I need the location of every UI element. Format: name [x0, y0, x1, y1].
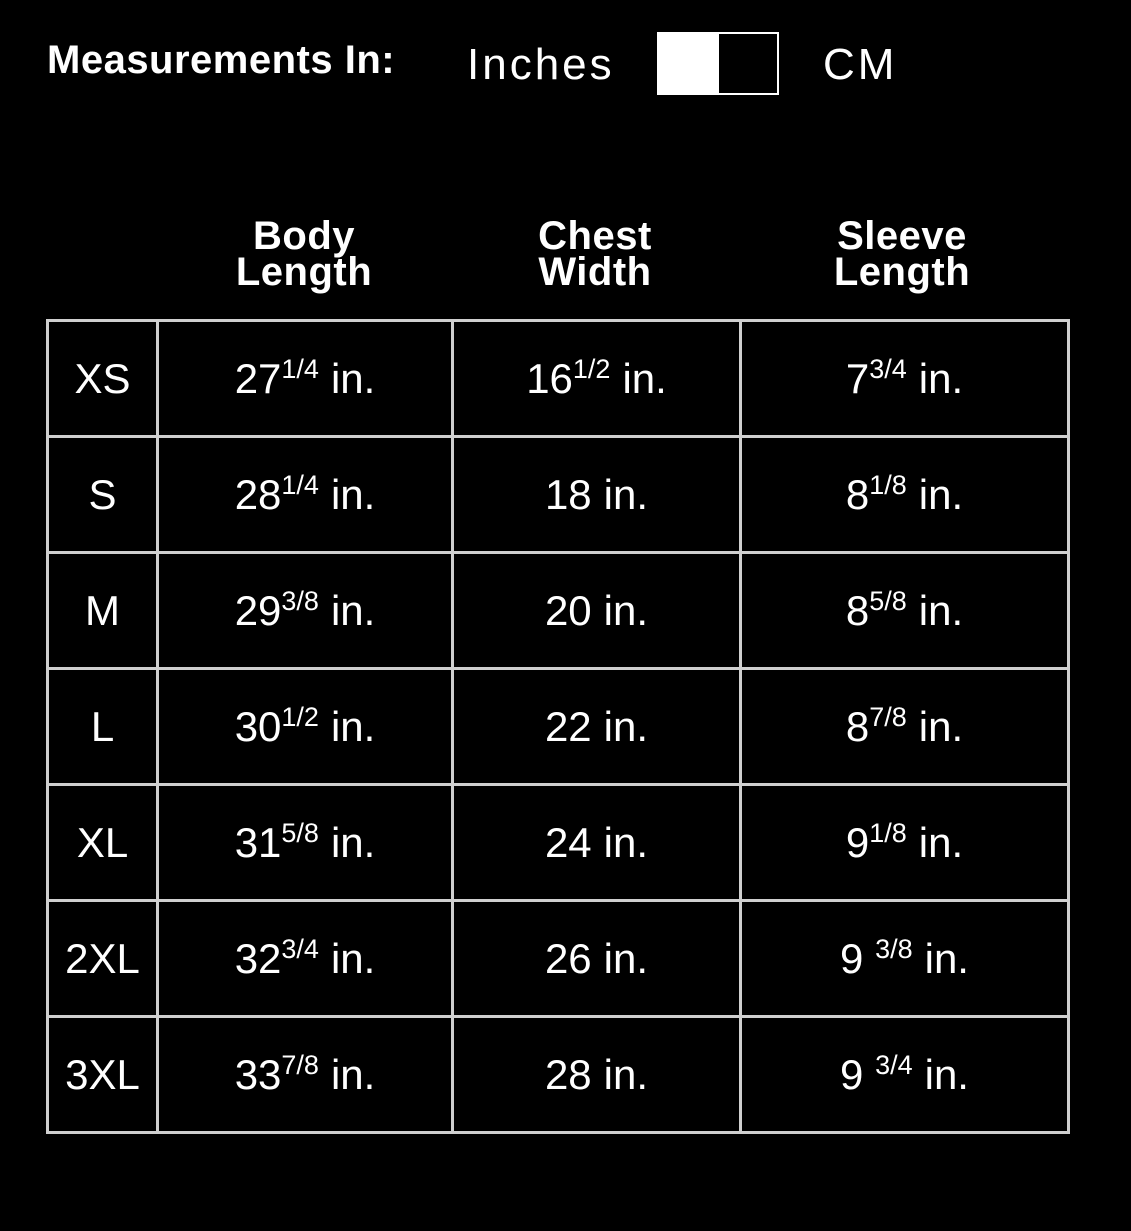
- column-headers: [47, 214, 1067, 298]
- value-fraction: 7/8: [281, 1049, 319, 1080]
- value-unit: in.: [918, 470, 964, 518]
- chest-width-cell: [453, 901, 741, 1017]
- size-cell: L: [48, 669, 158, 785]
- value-unit: in.: [918, 702, 964, 750]
- value-fraction: 7/8: [869, 701, 907, 732]
- value-unit: in.: [330, 354, 376, 402]
- value-whole: 8: [845, 470, 870, 518]
- table-row: [48, 437, 1069, 553]
- value-unit: in.: [603, 934, 649, 982]
- header-body-length: [157, 214, 451, 294]
- value-whole: 27: [234, 354, 282, 402]
- header-sleeve-length-line2: Length: [833, 250, 971, 294]
- body-length-cell: [158, 1017, 453, 1133]
- body-length-cell: [158, 901, 453, 1017]
- header-body-length-line1: Body: [253, 214, 355, 258]
- value-unit: in.: [603, 586, 649, 634]
- table-row: [48, 1017, 1069, 1133]
- body-length-cell: [158, 321, 453, 437]
- header-chest-width-line2: Width: [538, 250, 652, 294]
- body-length-cell: [158, 553, 453, 669]
- size-cell: S: [48, 437, 158, 553]
- value-unit: in.: [918, 354, 964, 402]
- cm-option[interactable]: CM: [823, 40, 898, 89]
- sleeve-length-cell: [741, 785, 1069, 901]
- value-unit: in.: [918, 586, 964, 634]
- size-cell: 3XL: [48, 1017, 158, 1133]
- value-unit: in.: [603, 1050, 649, 1098]
- table-row: [48, 321, 1069, 437]
- value-unit: in.: [924, 934, 969, 982]
- value-whole: 29: [234, 586, 282, 634]
- size-cell: XS: [48, 321, 158, 437]
- value-unit: in.: [330, 1050, 376, 1098]
- size-cell: XL: [48, 785, 158, 901]
- header-sleeve-length: [739, 214, 1065, 294]
- value-whole: 28: [234, 470, 282, 518]
- header-body-length-line2: Length: [235, 250, 373, 294]
- header-chest-width-line1: Chest: [538, 214, 652, 258]
- sleeve-length-cell: [741, 1017, 1069, 1133]
- measurements-in-label: Measurements In:: [47, 38, 396, 82]
- value-whole: 31: [234, 818, 282, 866]
- value-fraction: 5/8: [869, 585, 907, 616]
- sleeve-length-cell: [741, 437, 1069, 553]
- toggle-divider: [719, 34, 721, 93]
- body-length-cell: [158, 785, 453, 901]
- size-chart-table: [46, 319, 1070, 1134]
- value-whole: 28: [544, 1050, 592, 1098]
- value-whole: 33: [234, 1050, 282, 1098]
- value-whole: 20: [544, 586, 592, 634]
- body-length-cell: [158, 669, 453, 785]
- value-whole: 16: [526, 354, 573, 402]
- chest-width-cell: [453, 669, 741, 785]
- header-sleeve-length-line1: Sleeve: [837, 214, 967, 258]
- value-whole: 26: [544, 934, 592, 982]
- value-whole: 8: [845, 702, 870, 750]
- value-fraction: 3/4: [869, 353, 907, 384]
- size-cell: 2XL: [48, 901, 158, 1017]
- value-fraction: 3/8: [875, 933, 913, 964]
- value-unit: in.: [603, 818, 649, 866]
- value-unit: in.: [330, 702, 376, 750]
- value-fraction: 3/4: [281, 933, 319, 964]
- table-row: [48, 901, 1069, 1017]
- value-unit: in.: [330, 470, 376, 518]
- value-fraction: 3/4: [875, 1049, 913, 1080]
- value-whole: 9: [845, 818, 870, 866]
- value-whole: 7: [845, 354, 870, 402]
- value-fraction: 1/4: [281, 469, 319, 500]
- value-whole: 9: [840, 1050, 876, 1098]
- value-unit: in.: [924, 1050, 969, 1098]
- chest-width-cell: [453, 785, 741, 901]
- body-length-cell: [158, 437, 453, 553]
- table-row: [48, 669, 1069, 785]
- value-unit: in.: [330, 934, 376, 982]
- value-fraction: 1/8: [869, 817, 907, 848]
- value-fraction: 1/4: [281, 353, 319, 384]
- value-fraction: 1/8: [869, 469, 907, 500]
- chest-width-cell: [453, 1017, 741, 1133]
- value-whole: 30: [234, 702, 282, 750]
- value-unit: in.: [330, 818, 376, 866]
- value-unit: in.: [603, 702, 649, 750]
- value-unit: in.: [622, 354, 667, 402]
- table-row: [48, 785, 1069, 901]
- value-whole: 8: [845, 586, 870, 634]
- header-chest-width: [451, 214, 739, 294]
- sleeve-length-cell: [741, 669, 1069, 785]
- value-unit: in.: [918, 818, 964, 866]
- inches-option[interactable]: Inches: [467, 40, 615, 89]
- value-unit: in.: [603, 470, 649, 518]
- toggle-knob: [659, 34, 719, 93]
- value-fraction: 5/8: [281, 817, 319, 848]
- value-whole: 32: [234, 934, 282, 982]
- value-unit: in.: [330, 586, 376, 634]
- measurement-units-bar: [47, 30, 947, 96]
- value-fraction: 1/2: [572, 353, 611, 384]
- value-whole: 24: [544, 818, 592, 866]
- sleeve-length-cell: [741, 901, 1069, 1017]
- size-cell: M: [48, 553, 158, 669]
- value-fraction: 1/2: [281, 701, 319, 732]
- sleeve-length-cell: [741, 553, 1069, 669]
- table-row: [48, 553, 1069, 669]
- sleeve-length-cell: [741, 321, 1069, 437]
- value-whole: 18: [544, 470, 592, 518]
- units-toggle-switch[interactable]: [657, 32, 779, 95]
- chest-width-cell: [453, 437, 741, 553]
- chest-width-cell: [453, 553, 741, 669]
- chest-width-cell: [453, 321, 741, 437]
- value-whole: 22: [544, 702, 592, 750]
- value-whole: 9: [840, 934, 876, 982]
- value-fraction: 3/8: [281, 585, 319, 616]
